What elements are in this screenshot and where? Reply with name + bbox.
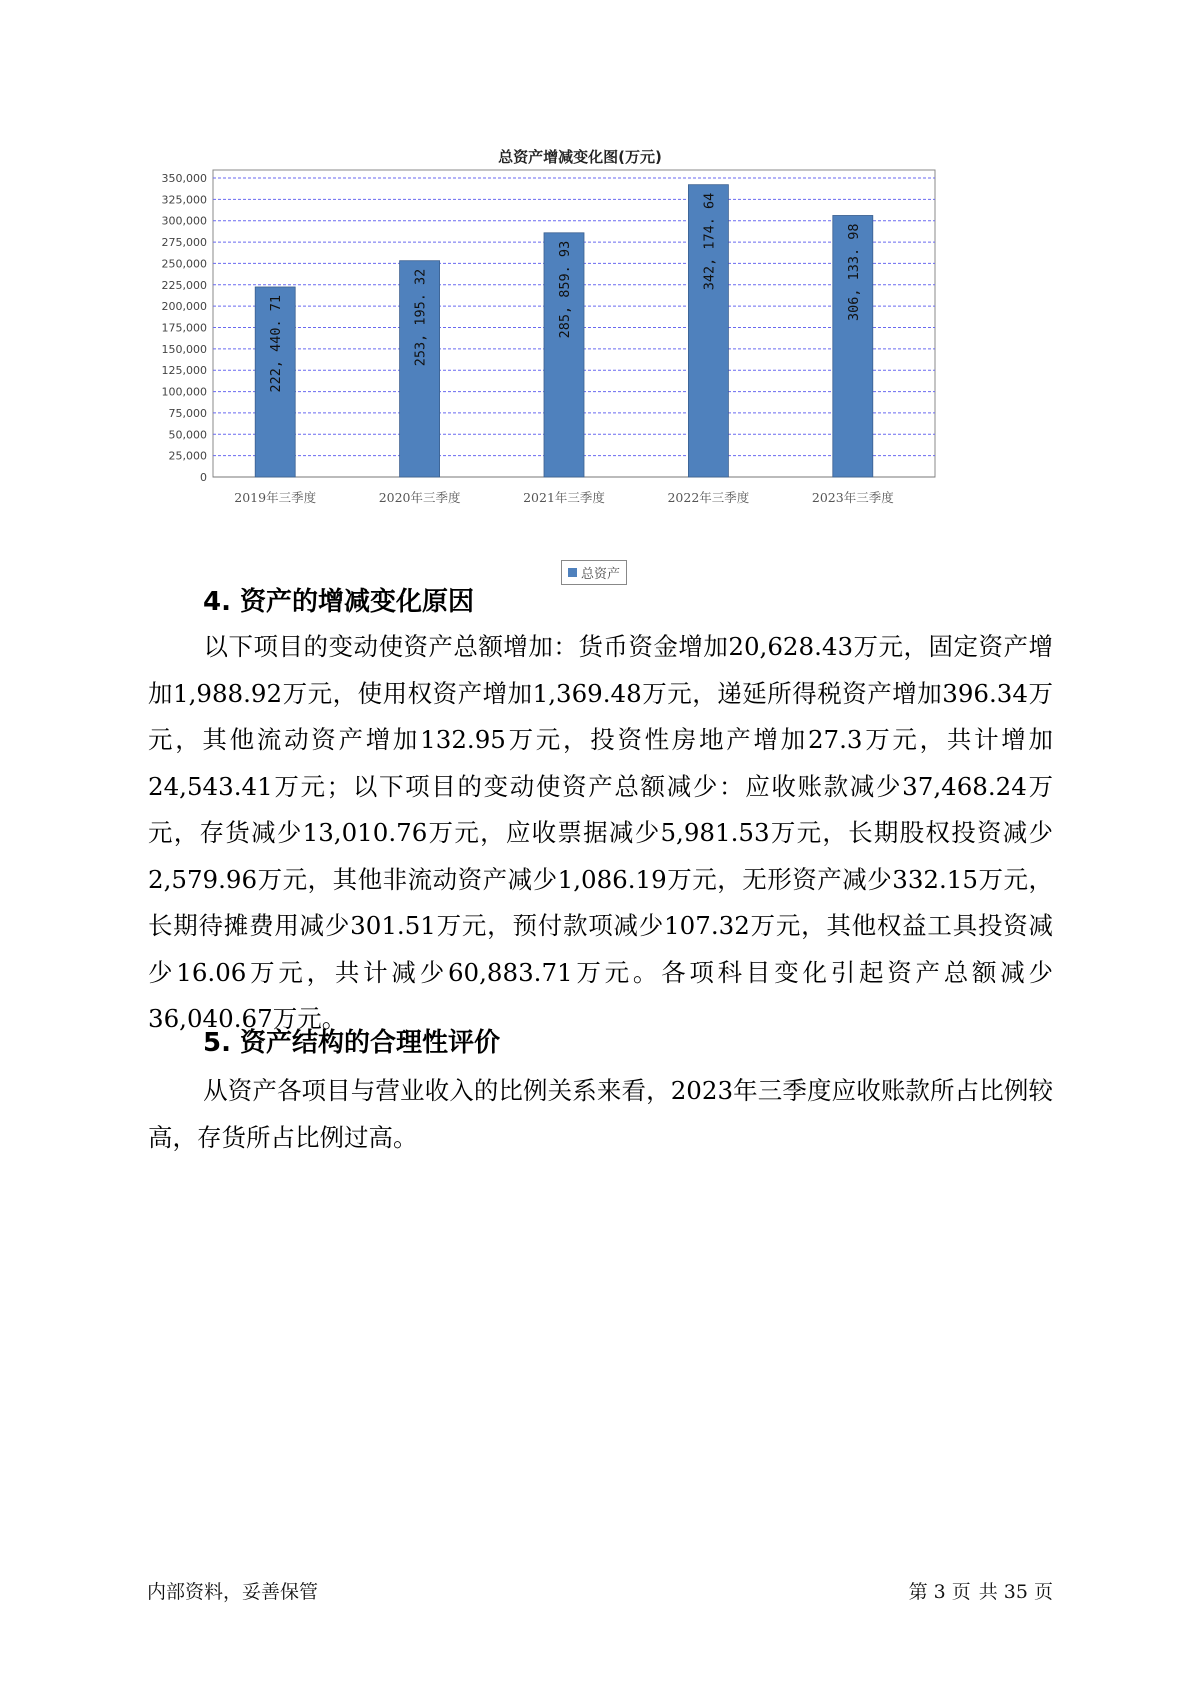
chart-svg bbox=[150, 138, 1010, 558]
x-tick-label: 2022年三季度 bbox=[667, 490, 750, 505]
section-4-heading: 4. 资产的增减变化原因 bbox=[203, 587, 475, 617]
chart-legend bbox=[561, 560, 627, 585]
section-5-text: 从资产各项目与营业收入的比例关系来看，2023年三季度应收账款所占比例较高，存货所占比例过高。 bbox=[148, 1076, 1053, 1152]
y-tick-label: 50,000 bbox=[168, 428, 207, 442]
section-4-paragraph bbox=[148, 624, 1053, 1043]
section-5-heading: 5. 资产结构的合理性评价 bbox=[203, 1028, 501, 1058]
footer-page-number: 第 3 页 bbox=[908, 1581, 971, 1603]
y-tick-label: 0 bbox=[200, 471, 207, 484]
x-tick-label: 2021年三季度 bbox=[523, 490, 605, 505]
footer-page-info bbox=[909, 1577, 1053, 1604]
chart-title: 总资产增减变化图(万元) bbox=[498, 148, 662, 166]
legend-label: 总资产 bbox=[581, 567, 621, 582]
bar-value-label: 306, 133. 98 bbox=[845, 223, 862, 322]
bar-value-label: 342, 174. 64 bbox=[701, 192, 718, 291]
footer-total-pages: 共 35 页 bbox=[978, 1581, 1053, 1603]
x-tick-label: 2023年三季度 bbox=[811, 490, 894, 505]
y-tick-label: 125,000 bbox=[161, 364, 207, 378]
y-tick-label: 200,000 bbox=[161, 300, 207, 314]
y-tick-label: 75,000 bbox=[168, 406, 207, 420]
y-tick-label: 300,000 bbox=[161, 214, 207, 228]
y-tick-label: 150,000 bbox=[161, 342, 207, 356]
x-tick-label: 2020年三季度 bbox=[378, 490, 461, 505]
y-tick-label: 350,000 bbox=[161, 172, 207, 185]
y-tick-label: 100,000 bbox=[161, 385, 207, 399]
y-tick-label: 250,000 bbox=[161, 257, 207, 271]
y-tick-label: 25,000 bbox=[168, 449, 207, 463]
footer-confidential: 内部资料，妥善保管 bbox=[147, 1581, 319, 1603]
bar-value-label: 222, 440. 71 bbox=[268, 294, 285, 393]
bar-value-label: 285, 859. 93 bbox=[557, 240, 573, 339]
y-tick-label: 225,000 bbox=[161, 278, 207, 292]
asset-chart bbox=[150, 138, 1010, 598]
legend-swatch bbox=[568, 568, 577, 577]
y-tick-label: 275,000 bbox=[161, 236, 207, 250]
bar-value-label: 253, 195. 32 bbox=[412, 268, 429, 367]
section-4-text: 以下项目的变动使资产总额增加：货币资金增加20,628.43万元，固定资产增加1,988.92万元，使用权资产增加1,369.48万元，递延所得税资产增加396.34万元，其他流动资产增加132.95万元，投资性房地产增加27.3万元，共计增加24,543.41万元；以下项目的变动使资产总额减少：应收账款减少37,468.24万元，存货减少13,010.76万元，应收票据减少5,981.53万元，长期股权投资减少2,579.96万元，其他非流动资产减少1,086.19万元，无形资产减少332.15万元，长期待摊费用减少301.51万元，预付款项减少107.32万元，其他权益工具投资减少16.06万元，共计减少60,883.71万元。各项科目变化引起资产总额减少36,040.67万元。 bbox=[148, 632, 1053, 1033]
section-5-paragraph bbox=[148, 1068, 1053, 1161]
x-tick-label: 2019年三季度 bbox=[234, 490, 317, 505]
y-tick-label: 175,000 bbox=[161, 321, 207, 335]
y-tick-label: 325,000 bbox=[161, 193, 207, 207]
